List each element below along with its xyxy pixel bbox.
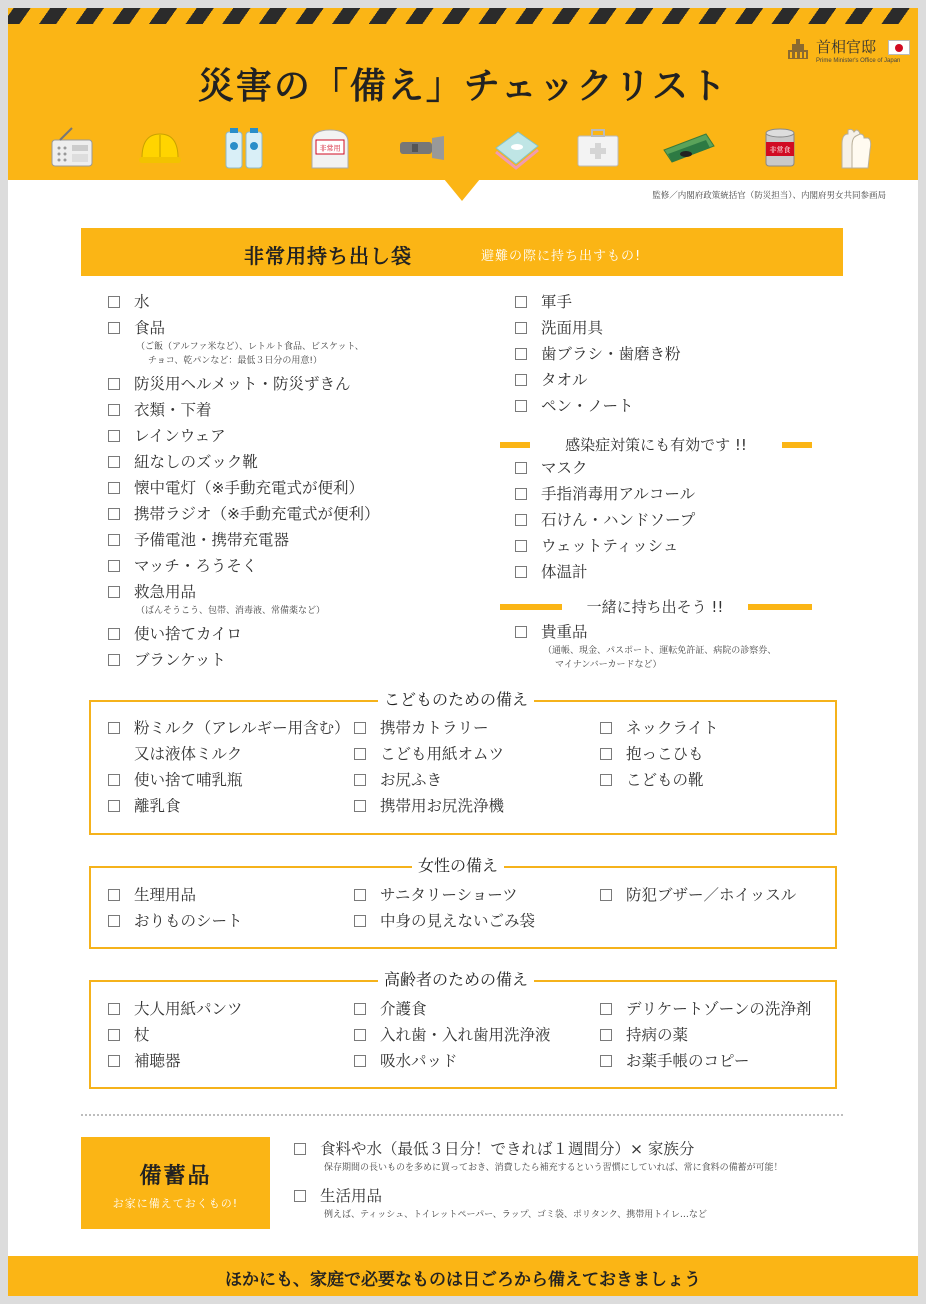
checkbox[interactable] xyxy=(515,626,527,638)
cash-icon xyxy=(662,126,716,170)
item-note: （ご飯（アルファ米など）、レトルト食品、ビスケット、 xyxy=(136,342,364,352)
checkbox[interactable] xyxy=(600,774,612,786)
item-label: 携帯カトラリー xyxy=(380,719,489,737)
item-label: お尻ふき xyxy=(380,771,443,789)
can-label: 非常食 xyxy=(769,146,791,154)
page-title: 災害の「備え」チェックリスト xyxy=(197,66,729,107)
backpack-label: 非常用 xyxy=(319,144,341,153)
item-note: 例えば、ティッシュ、トイレットペーパー、ラップ、ゴミ袋、ポリタンク、携帯用トイレ…など xyxy=(324,1210,707,1220)
item-note: チョコ、乾パンなど：最低３日分の用意!） xyxy=(148,356,322,366)
checkbox[interactable] xyxy=(108,404,120,416)
item-label: 食品 xyxy=(134,319,166,337)
women-panel xyxy=(89,866,837,949)
checkbox[interactable] xyxy=(108,1003,120,1015)
stockpile-subtitle: お家に備えておくもの! xyxy=(112,1197,239,1210)
checkbox[interactable] xyxy=(108,482,120,494)
emergency-food-can-icon xyxy=(760,126,800,170)
item-label: 吸水パッド xyxy=(380,1052,458,1070)
gloves-icon xyxy=(834,126,878,170)
women-panel-title: 女性の備え xyxy=(412,856,504,876)
checkbox[interactable] xyxy=(354,1029,366,1041)
checkbox[interactable] xyxy=(294,1190,306,1202)
item-label: 紐なしのズック靴 xyxy=(134,453,258,471)
item-label: レインウェア xyxy=(134,427,226,445)
checkbox[interactable] xyxy=(600,1055,612,1067)
item-label: 介護食 xyxy=(380,1000,427,1018)
item-note: （ばんそうこう、包帯、消毒液、常備薬など） xyxy=(136,606,326,616)
header-pointer-arrow xyxy=(444,179,480,201)
item-label: 大人用紙パンツ xyxy=(134,1000,243,1018)
item-label: 予備電池・携帯充電器 xyxy=(134,531,290,549)
stockpile-box xyxy=(81,1137,270,1229)
dotted-divider xyxy=(81,1114,843,1116)
item-label: 石けん・ハンドソープ xyxy=(541,511,696,529)
checkbox[interactable] xyxy=(515,566,527,578)
logo-text-jp: 首相官邸 xyxy=(816,38,877,56)
checkbox[interactable] xyxy=(515,514,527,526)
item-label: 防災用ヘルメット・防災ずきん xyxy=(134,375,351,393)
radio-icon xyxy=(50,126,94,170)
stockpile-title: 備蓄品 xyxy=(139,1164,212,1189)
helmet-icon xyxy=(138,126,182,170)
icon-row xyxy=(8,126,918,170)
checkbox[interactable] xyxy=(108,560,120,572)
checkbox[interactable] xyxy=(294,1143,306,1155)
checkbox[interactable] xyxy=(515,488,527,500)
checkbox[interactable] xyxy=(515,296,527,308)
item-label: 使い捨てカイロ xyxy=(134,625,243,643)
footer-text: ほかにも、家庭で必要なものは日ごろから備えておきましょう xyxy=(225,1270,701,1290)
item-label: おりものシート xyxy=(134,912,243,930)
item-label: 水 xyxy=(134,293,150,311)
checkbox[interactable] xyxy=(515,540,527,552)
item-note: マイナンバーカードなど） xyxy=(555,660,662,670)
checkbox[interactable] xyxy=(600,1029,612,1041)
checkbox[interactable] xyxy=(108,508,120,520)
checkbox[interactable] xyxy=(354,915,366,927)
item-label: 補聴器 xyxy=(134,1052,181,1070)
checkbox[interactable] xyxy=(515,462,527,474)
checkbox[interactable] xyxy=(600,748,612,760)
item-label: 手指消毒用アルコール xyxy=(541,485,696,503)
japan-flag-icon xyxy=(888,40,910,55)
logo-text-en: Prime Minister's Office of Japan xyxy=(816,58,901,64)
header xyxy=(8,8,918,180)
item-label: 杖 xyxy=(134,1026,150,1044)
item-label: ペン・ノート xyxy=(541,397,634,415)
together-heading: 一緒に持ち出そう !! xyxy=(586,598,724,616)
item-label: ウェットティッシュ xyxy=(541,537,679,555)
checkbox[interactable] xyxy=(108,378,120,390)
infection-heading-bar-right xyxy=(782,442,812,448)
footer-banner xyxy=(8,1256,918,1296)
item-label: 体温計 xyxy=(541,563,588,581)
item-label: 生活用品 xyxy=(320,1187,383,1205)
infection-heading: 感染症対策にも有効です !! xyxy=(565,436,747,454)
item-label: 軍手 xyxy=(541,293,573,311)
item-label: 防犯ブザー／ホイッスル xyxy=(626,886,797,904)
item-label: 抱っこひも xyxy=(626,745,704,763)
checkbox[interactable] xyxy=(108,628,120,640)
item-label: ネックライト xyxy=(626,719,719,737)
item-label: 衣類・下着 xyxy=(134,401,212,419)
item-label: 携帯用お尻洗浄機 xyxy=(380,797,505,815)
item-label: こどもの靴 xyxy=(626,771,704,789)
item-label: 持病の薬 xyxy=(626,1026,689,1044)
together-heading-bar-left xyxy=(500,604,562,610)
together-heading-bar-right xyxy=(748,604,812,610)
emergency-backpack-icon xyxy=(306,126,354,170)
checkbox[interactable] xyxy=(108,774,120,786)
checkbox[interactable] xyxy=(600,1003,612,1015)
checkbox[interactable] xyxy=(108,296,120,308)
checkbox[interactable] xyxy=(108,586,120,598)
checkbox[interactable] xyxy=(354,774,366,786)
item-label: 又は液体ミルク xyxy=(134,745,243,763)
item-label: 使い捨て哺乳瓶 xyxy=(134,771,243,789)
kantei-building-icon xyxy=(786,38,810,60)
checkbox[interactable] xyxy=(108,1055,120,1067)
checkbox[interactable] xyxy=(354,1003,366,1015)
item-label: マスク xyxy=(541,459,588,477)
checkbox[interactable] xyxy=(108,654,120,666)
checkbox[interactable] xyxy=(108,722,120,734)
item-label: 懐中電灯（※手動充電式が便利） xyxy=(134,479,364,497)
checkbox[interactable] xyxy=(108,800,120,812)
infection-heading-bar-left xyxy=(500,442,530,448)
checkbox[interactable] xyxy=(354,889,366,901)
checkbox[interactable] xyxy=(108,430,120,442)
checkbox[interactable] xyxy=(600,889,612,901)
item-label: 離乳食 xyxy=(134,797,181,815)
checkbox[interactable] xyxy=(354,722,366,734)
emergency-bag-banner xyxy=(81,228,843,276)
checkbox[interactable] xyxy=(354,1055,366,1067)
item-label: 入れ歯・入れ歯用洗浄液 xyxy=(380,1026,551,1044)
item-label: 貴重品 xyxy=(541,623,588,641)
item-label: サニタリーショーツ xyxy=(380,886,518,904)
wet-wipes-icon xyxy=(492,126,542,170)
checkbox[interactable] xyxy=(515,322,527,334)
checkbox[interactable] xyxy=(108,322,120,334)
emergency-bag-title: 非常用持ち出し袋 xyxy=(244,244,412,268)
checkbox[interactable] xyxy=(600,722,612,734)
item-label: 粉ミルク（アレルギー用含む） xyxy=(134,719,350,737)
checkbox[interactable] xyxy=(515,400,527,412)
item-label: ブランケット xyxy=(134,651,226,669)
item-label: 洗面用具 xyxy=(541,319,604,337)
item-label: 食料や水（最低３日分！できれば１週間分）× 家族分 xyxy=(320,1140,695,1158)
item-label: 歯ブラシ・歯磨き粉 xyxy=(541,345,681,363)
elderly-panel-title: 高齢者のための備え xyxy=(378,970,534,990)
flashlight-icon xyxy=(398,126,448,170)
checkbox[interactable] xyxy=(108,1029,120,1041)
item-label: デリケートゾーンの洗浄剤 xyxy=(626,1000,812,1018)
item-note: （通帳、現金、パスポート、運転免許証、病院の診察券、 xyxy=(543,646,777,656)
children-panel-title: こどものための備え xyxy=(378,690,534,710)
checkbox[interactable] xyxy=(515,374,527,386)
first-aid-box-icon xyxy=(576,126,620,170)
supervision-credit: 監修／内閣府政策統括官（防災担当）、内閣府男女共同参画局 xyxy=(652,191,886,201)
checkbox[interactable] xyxy=(108,456,120,468)
item-label: こども用紙オムツ xyxy=(380,745,505,763)
item-note: 保存期間の長いものを多めに買っておき、消費したら補充するという習慣にしていれば、常に食料の備蓄が可能！ xyxy=(324,1163,783,1173)
checkbox[interactable] xyxy=(515,348,527,360)
item-label: お薬手帳のコピー xyxy=(626,1052,750,1070)
item-label: 救急用品 xyxy=(134,583,197,601)
water-bottles-icon xyxy=(222,126,266,170)
checkbox[interactable] xyxy=(354,748,366,760)
checkbox[interactable] xyxy=(108,889,120,901)
item-label: タオル xyxy=(541,371,588,389)
checkbox[interactable] xyxy=(354,800,366,812)
item-label: マッチ・ろうそく xyxy=(134,557,258,575)
checkbox[interactable] xyxy=(108,534,120,546)
item-label: 携帯ラジオ（※手動充電式が便利） xyxy=(134,505,380,523)
caution-stripe-band xyxy=(8,8,918,24)
item-label: 生理用品 xyxy=(134,886,197,904)
emergency-bag-subtitle: 避難の際に持ち出すもの! xyxy=(481,249,642,264)
item-label: 中身の見えないごみ袋 xyxy=(380,912,536,930)
checklist-sheet xyxy=(8,8,918,1296)
checkbox[interactable] xyxy=(108,915,120,927)
